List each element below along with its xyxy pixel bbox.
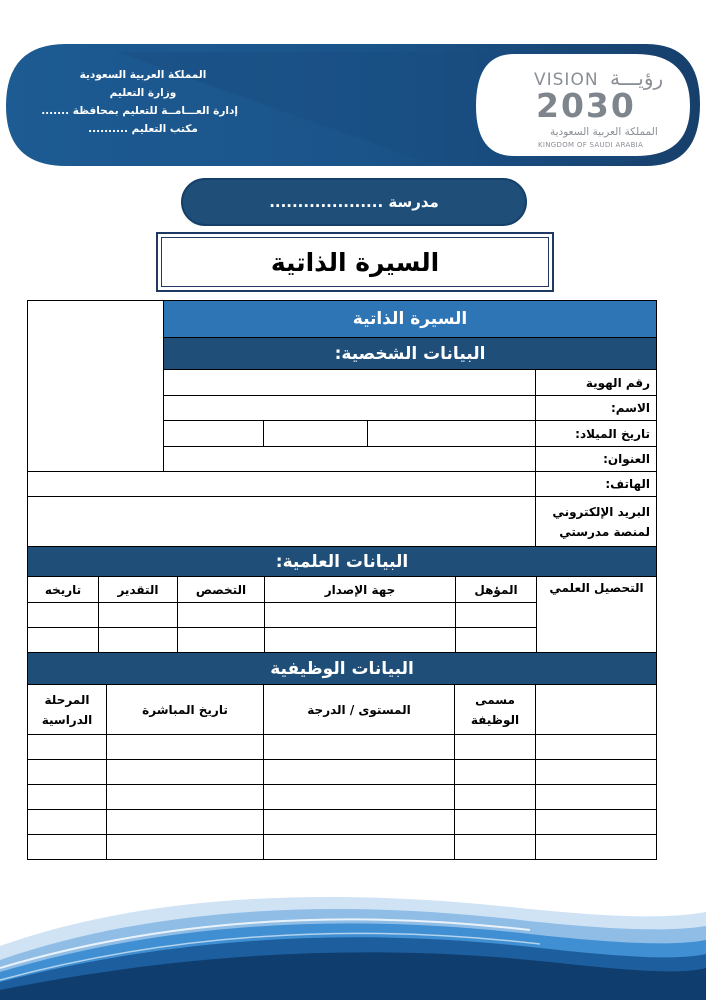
- title-frame: [156, 232, 554, 292]
- address-field[interactable]: [164, 447, 536, 472]
- job-header-bar: البيانات الوظيفية: [28, 653, 657, 685]
- vision-word-ar: رؤيـــة: [610, 66, 664, 90]
- academic-cell[interactable]: [99, 603, 178, 628]
- col-date: تاريخه: [28, 577, 99, 603]
- job-cell[interactable]: [264, 735, 455, 760]
- birth-label: تاريخ الميلاد:: [536, 421, 657, 447]
- col-level: المستوى / الدرجة: [264, 685, 455, 735]
- job-cell[interactable]: [536, 785, 657, 810]
- job-cell[interactable]: [107, 835, 264, 860]
- id-field[interactable]: [164, 370, 536, 396]
- col-major: التخصص: [178, 577, 265, 603]
- id-label: رقم الهوية: [536, 370, 657, 396]
- vision-2030-logo: [534, 66, 664, 160]
- job-cell[interactable]: [536, 835, 657, 860]
- col-start-date: تاريخ المباشرة: [107, 685, 264, 735]
- job-cell[interactable]: [107, 810, 264, 835]
- academic-cell[interactable]: [265, 603, 456, 628]
- photo-box: [28, 301, 164, 472]
- academic-cell[interactable]: [265, 628, 456, 653]
- job-cell[interactable]: [455, 760, 536, 785]
- job-cell[interactable]: [28, 735, 107, 760]
- job-cell[interactable]: [264, 785, 455, 810]
- job-cell[interactable]: [264, 760, 455, 785]
- vision-ksa-ar: المملكة العربية السعودية: [550, 126, 658, 138]
- phone-label: الهاتف:: [536, 472, 657, 497]
- vision-year: 2030: [536, 86, 636, 125]
- job-cell[interactable]: [536, 735, 657, 760]
- academic-cell[interactable]: [178, 628, 265, 653]
- job-cell[interactable]: [536, 760, 657, 785]
- job-cell[interactable]: [107, 760, 264, 785]
- header-line-administration: إدارة العـــامــة للتعليم بمحافظة .......: [41, 105, 238, 117]
- personal-table: [27, 300, 657, 547]
- email-label-line1: البريد الإلكتروني: [552, 504, 651, 519]
- job-cell[interactable]: [28, 760, 107, 785]
- job-table: [27, 652, 657, 860]
- birth-field-part2[interactable]: [264, 421, 368, 447]
- header-line-ministry: وزارة التعليم: [109, 87, 177, 99]
- col-degree: التحصيل العلمي: [537, 577, 657, 653]
- academic-header-bar: البيانات العلمية:: [28, 547, 657, 577]
- col-grade: التقدير: [99, 577, 178, 603]
- cv-form: [27, 300, 656, 860]
- col-job-name-line1: مسمى: [475, 692, 515, 707]
- email-label: [536, 497, 657, 547]
- job-cell[interactable]: [107, 785, 264, 810]
- col-job-name-line2: الوظيفة: [470, 712, 520, 727]
- job-cell[interactable]: [455, 810, 536, 835]
- col-job-name: [455, 685, 536, 735]
- academic-cell[interactable]: [456, 628, 537, 653]
- job-cell[interactable]: [264, 835, 455, 860]
- job-cell[interactable]: [455, 785, 536, 810]
- header-line-country: المملكة العربية السعودية: [79, 69, 207, 81]
- academic-cell[interactable]: [99, 628, 178, 653]
- page-title: السيرة الذاتية: [161, 237, 549, 287]
- header-line-office: مكتب التعليم ..........: [88, 123, 198, 135]
- birth-field-part1[interactable]: [164, 421, 264, 447]
- phone-field[interactable]: [28, 472, 536, 497]
- job-cell[interactable]: [28, 785, 107, 810]
- job-cell[interactable]: [536, 810, 657, 835]
- academic-cell[interactable]: [178, 603, 265, 628]
- col-stage: [28, 685, 107, 735]
- name-field[interactable]: [164, 396, 536, 421]
- academic-cell[interactable]: [456, 603, 537, 628]
- job-cell[interactable]: [455, 835, 536, 860]
- job-cell[interactable]: [28, 810, 107, 835]
- job-cell[interactable]: [107, 735, 264, 760]
- col-stage-line1: المرحلة: [44, 692, 90, 707]
- cv-header-bar: السيرة الذاتية: [164, 301, 657, 338]
- col-stage-line2: الدراسية: [41, 712, 93, 727]
- academic-cell[interactable]: [28, 628, 99, 653]
- academic-cell[interactable]: [28, 603, 99, 628]
- job-cell[interactable]: [28, 835, 107, 860]
- school-name-pill: مدرسة ....................: [181, 178, 527, 226]
- email-label-line2: لمنصة مدرستي: [559, 524, 651, 539]
- footer-waves: [0, 868, 706, 1000]
- vision-word: VISION: [534, 70, 599, 90]
- job-cell[interactable]: [455, 735, 536, 760]
- col-qualification: المؤهل: [456, 577, 537, 603]
- ministry-header-text: [41, 66, 238, 138]
- job-cell[interactable]: [264, 810, 455, 835]
- vision-ksa-en: KINGDOM OF SAUDI ARABIA: [538, 141, 644, 149]
- name-label: الاسم:: [536, 396, 657, 421]
- col-issuer: جهة الإصدار: [265, 577, 456, 603]
- academic-table: [27, 546, 657, 653]
- birth-field-part3[interactable]: [368, 421, 536, 447]
- address-label: العنوان:: [536, 447, 657, 472]
- personal-header-bar: البيانات الشخصية:: [164, 338, 657, 370]
- email-field[interactable]: [28, 497, 536, 547]
- job-side-cell[interactable]: [536, 685, 657, 735]
